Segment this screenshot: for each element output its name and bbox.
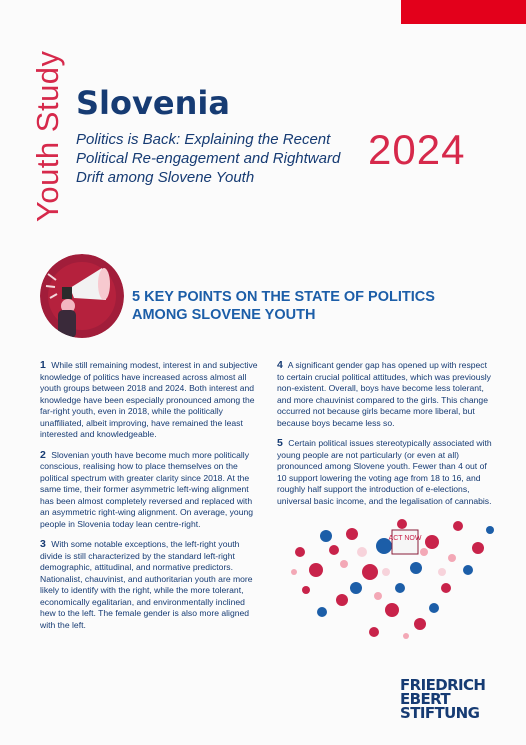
point-number: 2 [40,448,46,461]
key-point-2 [40,450,258,531]
point-text: Slovenian youth have become much more politically conscious, realising how to place themselves on the political spectrum with greater clarity since 2018. At the same time, their former asymmetric left-wing alignment has been almost completely reversed and replaced with an asymmetric right-wing alignment. On average, young people in Slovenia today lean centre-right. [40,449,254,529]
logo-line-2: EBERT [400,690,451,708]
key-point-3 [40,539,258,631]
points-column-right [277,360,495,516]
point-number: 4 [277,359,283,371]
key-point-5 [277,438,495,507]
megaphone-illustration [40,254,124,338]
logo-line-3: STIFTUNG [400,704,480,722]
logo-line-1: FRIEDRICH [400,676,486,694]
slovenia-map-illustration [282,512,500,642]
point-text: Certain political issues stereotypically associated with young people are not particularly (or even at all) pronounced among Slovene youth. Fewer than 4 out of 10 support lowering the voting age from 18 to 16, and roughly half support the introduction of e-elections, universal basic income, and the legalisation of cannabis. [277,438,492,506]
key-point-1 [40,360,258,441]
point-number: 3 [40,538,46,550]
series-title: Youth Study [30,50,65,222]
point-text: With some notable exceptions, the left-right youth divide is still characterized by the standard left-right demographic, attitudinal, and normative predictors. Nationalist, chauvinist, and authoritarian youth are more likely to identify with the right, while the more tolerant, economically egalitarian, and environmentally inclined hew to the left. The female gender is also more aligned with the left. [40,539,253,630]
point-number: 1 [40,359,46,371]
key-points-heading: 5 KEY POINTS ON THE STATE OF POLITICS AMONG SLOVENE YOUTH [132,289,435,323]
country-title: Slovenia [76,84,230,122]
fes-logo [400,678,500,720]
point-text: While still remaining modest, interest in and subjective knowledge of politics have increased across almost all youth groups between 2018 and 2024. Both interest and knowledge have been especially pronounced among the far-right youth, even in 2018, while the politically unaffiliated, albeit improving, have remained the least interested and knowledgeable. [40,360,258,439]
report-year: 2024 [368,126,466,173]
point-number: 5 [277,437,283,449]
act-now-sign: ACT NOW [388,535,422,542]
point-text: A significant gender gap has opened up with respect to certain crucial political attitudes, which was previously non-existent. Overall, boys have become less tolerant, and more chauvinist compared to the girls. This change occurred not because girls became more liberal, but because boys became less so. [277,360,491,428]
red-corner-bar [401,0,526,24]
points-column-left [40,360,258,640]
report-subtitle: Politics is Back: Explaining the Recent Political Re-engagement and Rightward Drift among Slovene Youth [76,131,341,186]
key-point-4 [277,360,495,429]
